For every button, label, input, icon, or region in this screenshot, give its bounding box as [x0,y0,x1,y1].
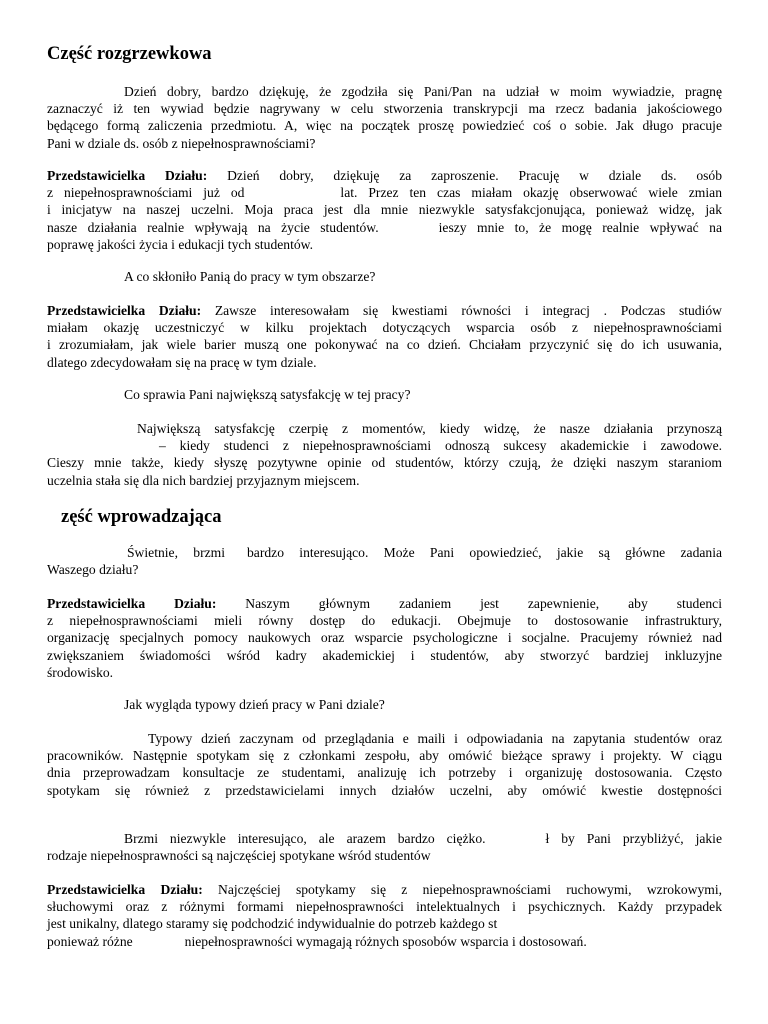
paragraph-answer-1: Przedstawicielka Działu: Dzień dobry, dziękuję za zaproszenie. Pracuję w dziale ds. osób z niepełnosprawnościami już od lat. Przez ten czas miałam okazję obserwować wiele zmian i inicjatyw na naszej uczelni. Moja praca jest dla mnie niezwykle satysfakcjonująca, ponieważ widzę, jak nasze działania realnie wpływają na życie studentów. ieszy mnie to, że mogę realnie wpływać na poprawę jakości życia i edukacji tych studentów. [47,168,722,252]
speaker-label: Przedstawicielka Działu: [47,882,203,897]
question-5: Jak wygląda typowy dzień pracy w Pani dziale? [124,697,385,712]
paragraph-answer-4: Przedstawicielka Działu: Naszym głównym zadaniem jest zapewnienie, aby studenci z niepełnosprawnościami mieli równy dostęp do edukacji. Obejmuje to dostosowanie infrastruktury, organizację specjalnych pomocy naukowych oraz wsparcie psychologiczne i socjalne. Pracujemy również nad zwiększaniem świadomości wśród kadry akademickiej i studentów, aby stworzyć bardziej inkluzyjne środowisko. [47,596,722,680]
section-heading-warmup: Część rozgrzewkowa [47,44,212,64]
paragraph-answer-6: Przedstawicielka Działu: Najczęściej spotykamy się z niepełnosprawnościami ruchowymi, wzrokowymi, słuchowymi oraz z różnymi formami niepełnosprawności intelektualnych i psychicznych. Każdy przypadek jest unikalny, dlatego staramy się podchodzić indywidualnie do potrzeb każdego st ponieważ różne niepełnosprawności wymagają różnych sposobów wsparcia i dostosowań. [47,882,722,949]
question-6: Brzmi niezwykle interesująco, ale arazem bardzo ciężko. ł by Pani przybliżyć, jakie rodzaje niepełnosprawności są najczęściej spotykane wśród studentów [47,831,722,864]
speaker-label: Przedstawicielka Działu: [47,596,217,611]
paragraph-intro: Dzień dobry, bardzo dziękuję, że zgodziła się Pani/Pan na udział w moim wywiadzie, pragnę zaznaczyć iż ten wywiad będzie nagrywany w celu stworzenia transkrypcji ma rzecz badania jakościowego będącego formą zaliczenia przedmiotu. A, więc na początek proszę powiedzieć coś o sobie. Jak długo pracuje Pani w dziale ds. osób z niepełnosprawnościami? [47,84,722,151]
paragraph-answer-2: Przedstawicielka Działu: Zawsze interesowałam się kwestiami równości i integracj . Podczas studiów miałam okazję uczestniczyć w kilku projektach dotyczących wsparcia osób z niepełnosprawnościami i zrozumiałam, jak wiele barier muszą one pokonywać na co dzień. Chciałam przyczynić się do ich usuwania, dlatego zdecydowałam się na pracę w tym dziale. [47,303,722,370]
section-heading-intro: zęść wprowadzająca [61,507,222,527]
question-3: Co sprawia Pani największą satysfakcję w tej pracy? [124,387,411,402]
paragraph-answer-5: Typowy dzień zaczynam od przeglądania e maili i odpowiadania na zapytania studentów oraz pracowników. Następnie spotykam się z członkami zespołu, aby omówić bieżące sprawy i projekty. W ciągu dnia przeprowadzam konsultacje ze studentami, analizuję ich potrzeby i organizuję dostosowania. Często spotykam się również z przedstawicielami innych działów uczelni, aby omówić kwestie dostępności [47,731,722,798]
question-4: Świetnie, brzmi bardzo interesująco. Może Pani opowiedzieć, jakie są główne zadania Waszego działu? [47,545,723,578]
speaker-label: Przedstawicielka Działu: [47,168,208,183]
speaker-label: Przedstawicielka Działu: [47,303,202,318]
question-2: A co skłoniło Panią do pracy w tym obszarze? [124,269,376,284]
paragraph-answer-3: Największą satysfakcję czerpię z momentów, kiedy widzę, że nasze działania przynoszą – kiedy studenci z niepełnosprawnościami odnoszą sukcesy akademickie i zawodowe. Cieszy mnie także, kiedy słyszę pozytywne opinie od studentów, którzy czują, że dzięki naszym staraniom uczelnia stała się dla nich bardziej przyjaznym miejscem. [47,421,722,488]
